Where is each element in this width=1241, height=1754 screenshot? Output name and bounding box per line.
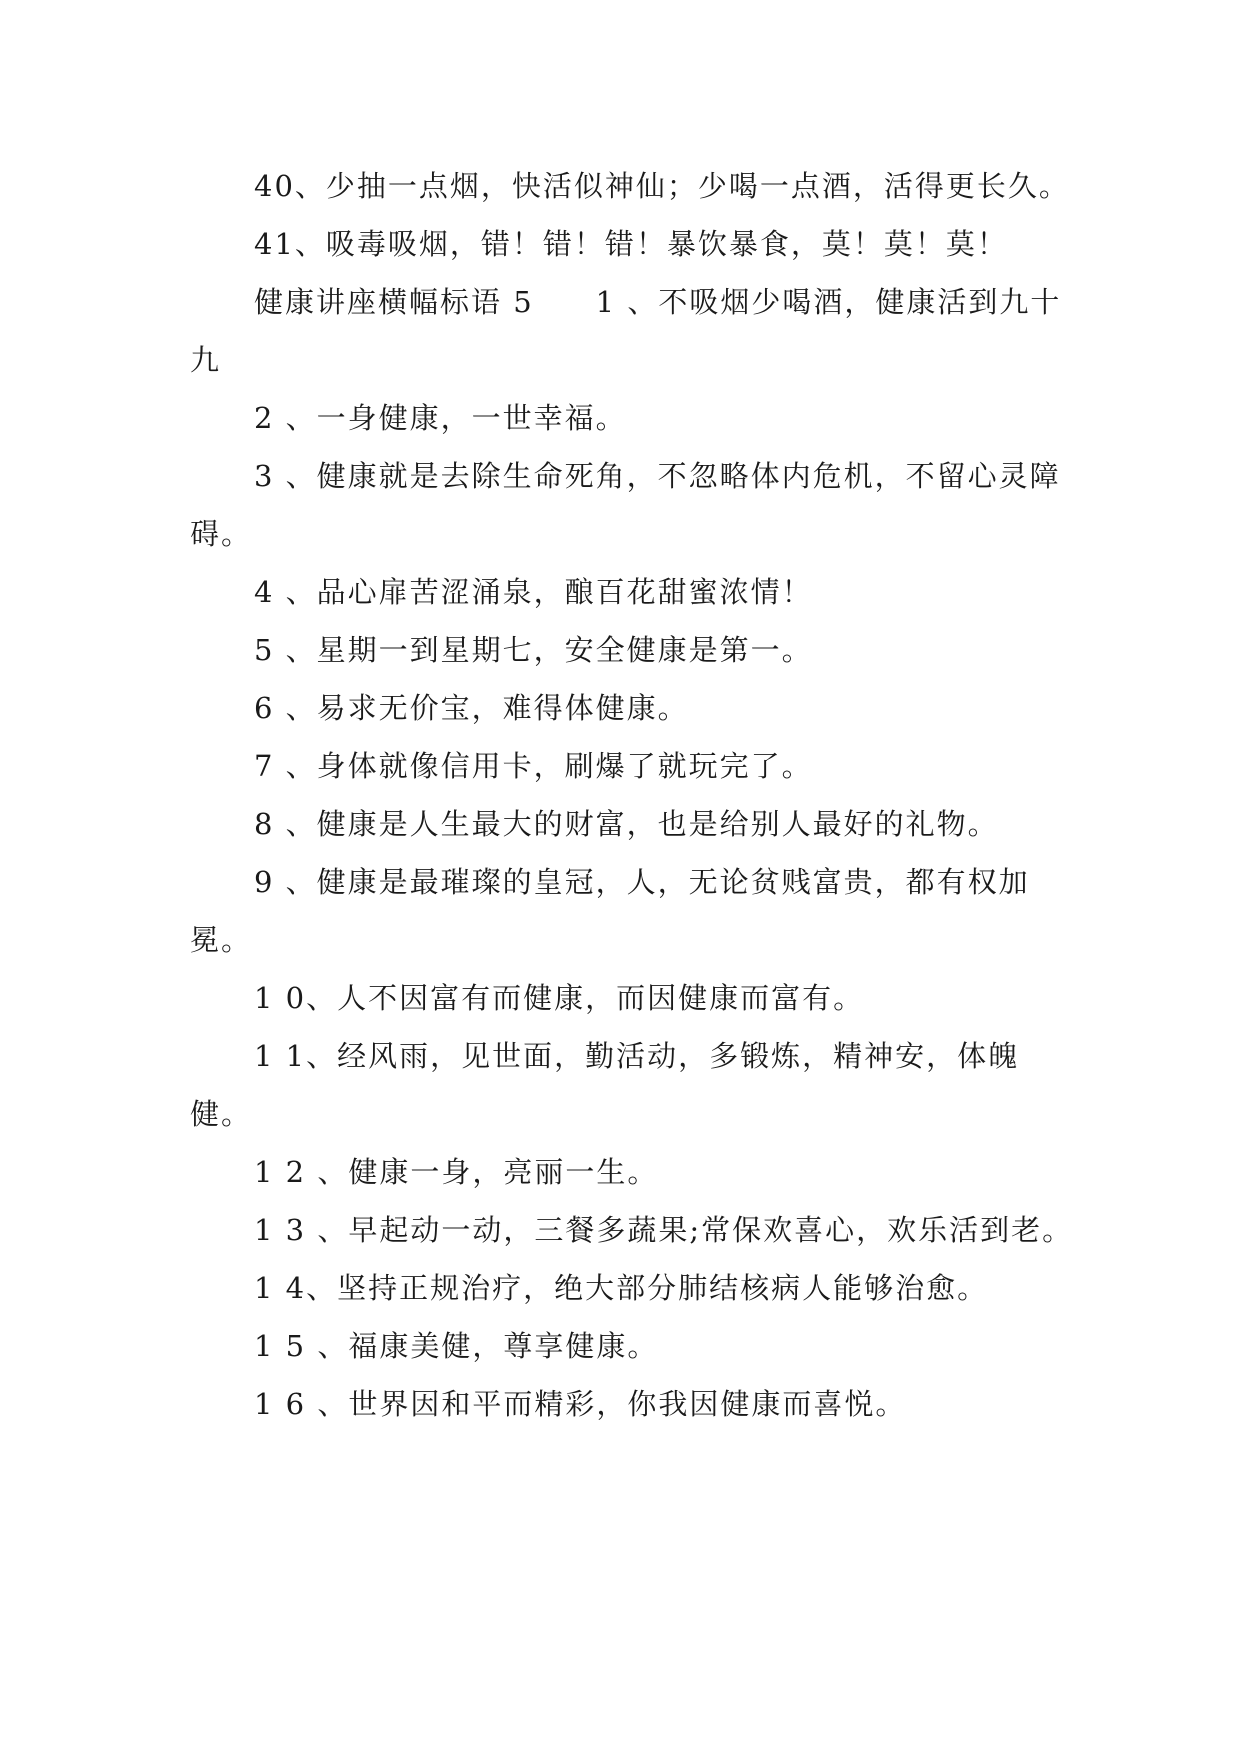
paragraph-item-6: 6 、易求无价宝，难得体健康。 bbox=[254, 691, 689, 725]
paragraph-40: 40、少抽一点烟，快活似神仙；少喝一点酒，活得更长久。 bbox=[254, 169, 1070, 203]
paragraph-item-10: 1 0、人不因富有而健康，而因健康而富有。 bbox=[254, 981, 865, 1015]
paragraph-item-14: 1 4、坚持正规治疗，绝大部分肺结核病人能够治愈。 bbox=[254, 1271, 989, 1305]
paragraph-item-9: 9 、健康是最璀璨的皇冠，人，无论贫贱富贵，都有权加冕。 bbox=[190, 865, 1030, 957]
paragraph-item-5: 5 、星期一到星期七，安全健康是第一。 bbox=[254, 633, 813, 667]
paragraph-section-5-item-1: 健康讲座横幅标语 5 1 、不吸烟少喝酒，健康活到九十九 bbox=[190, 285, 1062, 377]
paragraph-item-12: 1 2 、健康一身，亮丽一生。 bbox=[254, 1155, 659, 1189]
document-body bbox=[190, 157, 1080, 1433]
paragraph-item-7: 7 、身体就像信用卡，刷爆了就玩完了。 bbox=[254, 749, 813, 783]
paragraph-item-4: 4 、品心扉苦涩涌泉，酿百花甜蜜浓情！ bbox=[254, 575, 813, 609]
paragraph-item-3: 3 、健康就是去除生命死角，不忽略体内危机，不留心灵障碍。 bbox=[190, 459, 1061, 551]
paragraph-item-16: 1 6 、世界因和平而精彩，你我因健康而喜悦。 bbox=[254, 1387, 907, 1421]
paragraph-item-2: 2 、一身健康，一世幸福。 bbox=[254, 401, 627, 435]
paragraph-41: 41、吸毒吸烟，错！错！错！暴饮暴食，莫！莫！莫！ bbox=[254, 227, 1008, 261]
paragraph-item-13: 1 3 、早起动一动，三餐多蔬果;常保欢喜心，欢乐活到老。 bbox=[254, 1213, 1074, 1247]
paragraph-item-11: 1 1、经风雨，见世面，勤活动，多锻炼，精神安，体魄健。 bbox=[190, 1039, 1020, 1131]
paragraph-item-8: 8 、健康是人生最大的财富，也是给别人最好的礼物。 bbox=[254, 807, 999, 841]
paragraph-item-15: 1 5 、福康美健，尊享健康。 bbox=[254, 1329, 659, 1363]
